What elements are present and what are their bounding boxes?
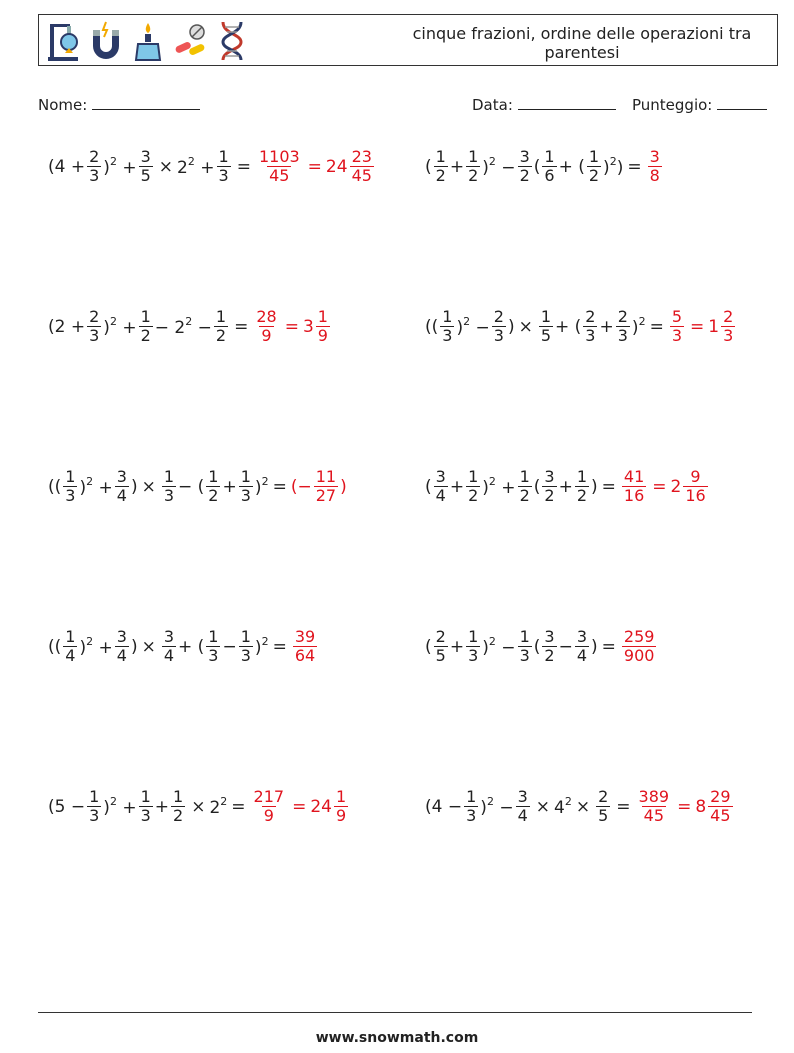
date-blank[interactable]	[518, 95, 616, 110]
problem-5: (( $\frac{1}{3}$ )$^2$ + $\frac{3}{4}$ ) × $\frac{1}{3}$ − ( $\frac{1}{2}$ + $\frac{1}{3}$ )$^2$ = (− $\frac{11}{27}$ )	[48, 467, 347, 505]
problem-7: (( $\frac{1}{4}$ )$^2$ + $\frac{3}{4}$ ) × $\frac{3}{4}$ + ( $\frac{1}{3}$ − $\frac{1}{3}$ )$^2$ = $\frac{39}{64}$	[48, 627, 316, 665]
problem-2: ( $\frac{1}{2}$ + $\frac{1}{2}$ )$^2$ − $\frac{3}{2}$ ( $\frac{1}{6}$ + ( $\frac{1}{2}$ )$^2$) = $\frac{3}{8}$	[425, 147, 660, 185]
name-blank[interactable]	[92, 95, 200, 110]
date-field	[472, 95, 616, 114]
footer-site[interactable]: www.snowmath.com	[315, 1030, 479, 1046]
lab-stand-flask-icon	[47, 20, 81, 62]
problem-8: ( $\frac{2}{5}$ + $\frac{1}{3}$ )$^2$ − $\frac{1}{3}$ ( $\frac{3}{2}$ − $\frac{3}{4}$ ) = $\frac{259}{900}$	[425, 627, 655, 665]
problem-1: (4 + $\frac{2}{3}$ )$^2$ + $\frac{3}{5}$ × $2^2$ + $\frac{1}{3}$ = $\frac{1103}{45}$ = 24 $\frac{23}{45}$	[48, 147, 372, 185]
name-label: Nome:	[38, 96, 88, 114]
name-field	[38, 95, 200, 114]
bunsen-burner-icon	[131, 20, 165, 62]
page-title: cinque frazioni, ordine delle operazioni tra parentesi	[412, 24, 752, 62]
date-label: Data:	[472, 96, 513, 114]
pills-icon	[173, 20, 207, 62]
problem-4: (( $\frac{1}{3}$ )$^2$ − $\frac{2}{3}$ ) × $\frac{1}{5}$ + ( $\frac{2}{3}$ + $\frac{2}{3}$ )$^2$ = $\frac{5}{3}$ = 1 $\frac{2}{3}$	[425, 307, 734, 345]
header-box	[38, 14, 778, 66]
footer-divider	[38, 1012, 752, 1013]
problem-6: ( $\frac{3}{4}$ + $\frac{1}{2}$ )$^2$ + $\frac{1}{2}$ ( $\frac{3}{2}$ + $\frac{1}{2}$ ) = $\frac{41}{16}$ = 2 $\frac{9}{16}$	[425, 467, 706, 505]
problem-9: (5 − $\frac{1}{3}$ )$^2$ + $\frac{1}{3}$ + $\frac{1}{2}$ × $2^2$ = $\frac{217}{9}$ = 24 $\frac{1}{9}$	[48, 787, 347, 825]
header-icons	[47, 19, 249, 63]
score-field	[632, 95, 767, 114]
problem-3: (2 + $\frac{2}{3}$ )$^2$ + $\frac{1}{2}$ − $2^2$ − $\frac{1}{2}$ = $\frac{28}{9}$ = 3 $\frac{1}{9}$	[48, 307, 328, 345]
problem-10: (4 − $\frac{1}{3}$ )$^2$ − $\frac{3}{4}$ × $4^2$ × $\frac{2}{5}$ = $\frac{389}{45}$ = 8 $\frac{29}{45}$	[425, 787, 731, 825]
score-label: Punteggio:	[632, 96, 713, 114]
magnet-icon	[89, 20, 123, 62]
score-blank[interactable]	[717, 95, 767, 110]
dna-icon	[215, 20, 249, 62]
